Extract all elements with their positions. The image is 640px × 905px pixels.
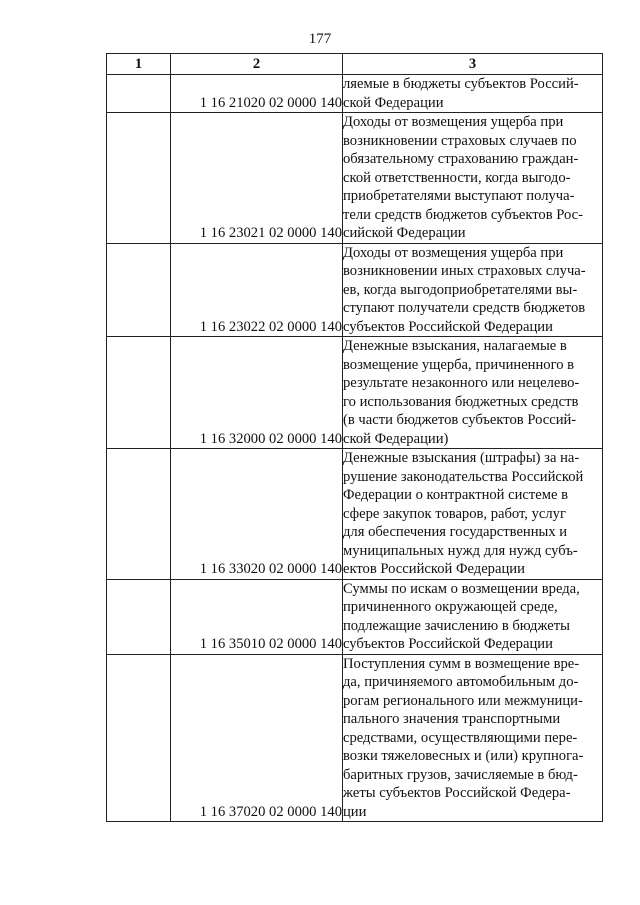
table-row bbox=[107, 449, 603, 580]
empty-cell bbox=[107, 449, 171, 580]
description-line: Доходы от возмещения ущерба при bbox=[343, 114, 564, 130]
description-cell bbox=[343, 243, 603, 337]
description-line: Денежные взыскания (штрафы) за на- bbox=[343, 450, 580, 466]
table-row bbox=[107, 654, 603, 822]
table-body bbox=[107, 75, 603, 822]
column-header-3: 3 bbox=[343, 54, 603, 75]
budget-code-cell: 1 16 37020 02 0000 140 bbox=[171, 654, 343, 822]
description-line: средствами, осуществляющими пере- bbox=[343, 729, 578, 746]
description-line: баритных грузов, зачисляемые в бюд- bbox=[343, 766, 578, 783]
table-row bbox=[107, 243, 603, 337]
table-row bbox=[107, 337, 603, 449]
description-cell bbox=[343, 337, 603, 449]
description-line: Доходы от возмещения ущерба при bbox=[343, 244, 564, 261]
description-line: (в части бюджетов субъектов Россий- bbox=[343, 412, 577, 428]
description-line: ции bbox=[343, 803, 367, 820]
description-line: ской Федерации) bbox=[343, 430, 449, 447]
column-header-2: 2 bbox=[171, 54, 343, 75]
description-line: возникновении иных страховых случа- bbox=[343, 263, 586, 279]
description-line: муниципальных нужд для нужд субъ- bbox=[343, 542, 578, 559]
table-row bbox=[107, 579, 603, 654]
table-row bbox=[107, 75, 603, 113]
description-line: го использования бюджетных средств bbox=[343, 393, 579, 410]
description-line: ской ответственности, когда выгодо- bbox=[343, 169, 571, 186]
description-line: рушение законодательства Российской bbox=[343, 468, 584, 485]
description-line: жеты субъектов Российской Федера- bbox=[343, 785, 571, 801]
budget-code-cell: 1 16 23021 02 0000 140 bbox=[171, 113, 343, 244]
page-number: 177 bbox=[308, 31, 332, 47]
description-line: ской Федерации bbox=[343, 94, 444, 111]
description-line: для обеспечения государственных и bbox=[343, 524, 568, 540]
description-line: тели средств бюджетов субъектов Рос- bbox=[343, 206, 584, 223]
description-line: подлежащие зачислению в бюджеты bbox=[343, 617, 570, 634]
description-line: приобретателями выступают получа- bbox=[343, 188, 575, 204]
budget-code-cell: 1 16 21020 02 0000 140 bbox=[171, 75, 343, 113]
description-cell bbox=[343, 654, 603, 822]
description-line: сийской Федерации bbox=[343, 225, 466, 241]
description-cell bbox=[343, 449, 603, 580]
budget-codes-table bbox=[106, 53, 603, 822]
description-line: ев, когда выгодоприобретателями вы- bbox=[343, 281, 578, 298]
description-line: возникновении страховых случаев по bbox=[343, 132, 577, 149]
empty-cell bbox=[107, 337, 171, 449]
empty-cell bbox=[107, 654, 171, 822]
description-line: рогам регионального или межмуници- bbox=[343, 692, 583, 709]
description-line: Денежные взыскания, налагаемые в bbox=[343, 338, 567, 354]
description-line: возмещение ущерба, причиненного в bbox=[343, 356, 575, 373]
budget-code-cell: 1 16 23022 02 0000 140 bbox=[171, 243, 343, 337]
budget-code-cell: 1 16 33020 02 0000 140 bbox=[171, 449, 343, 580]
description-line: Суммы по искам о возмещении вреда, bbox=[343, 580, 580, 597]
description-line: субъектов Российской Федерации bbox=[343, 318, 553, 335]
budget-code-cell: 1 16 35010 02 0000 140 bbox=[171, 579, 343, 654]
table-header-row bbox=[107, 54, 603, 75]
description-cell bbox=[343, 75, 603, 113]
column-header-1: 1 bbox=[107, 54, 171, 75]
description-line: Поступления сумм в возмещение вре- bbox=[343, 655, 580, 672]
description-line: да, причиняемого автомобильным до- bbox=[343, 674, 579, 690]
description-line: ступают получатели средств бюджетов bbox=[343, 300, 586, 316]
description-line: ляемые в бюджеты субъектов Россий- bbox=[343, 76, 579, 92]
description-line: результате незаконного или нецелево- bbox=[343, 375, 580, 391]
empty-cell bbox=[107, 243, 171, 337]
table-row bbox=[107, 113, 603, 244]
description-line: Федерации о контрактной системе в bbox=[343, 487, 569, 503]
description-line: ектов Российской Федерации bbox=[343, 561, 525, 577]
description-line: причиненного окружающей среде, bbox=[343, 599, 558, 615]
budget-code-cell: 1 16 32000 02 0000 140 bbox=[171, 337, 343, 449]
description-line: субъектов Российской Федерации bbox=[343, 636, 553, 652]
empty-cell bbox=[107, 113, 171, 244]
description-cell bbox=[343, 113, 603, 244]
description-line: сфере закупок товаров, работ, услуг bbox=[343, 505, 566, 522]
description-line: пального значения транспортными bbox=[343, 711, 561, 727]
empty-cell bbox=[107, 75, 171, 113]
description-line: обязательному страхованию граждан- bbox=[343, 151, 579, 167]
empty-cell bbox=[107, 579, 171, 654]
description-line: возки тяжеловесных и (или) крупнога- bbox=[343, 748, 584, 764]
description-cell bbox=[343, 579, 603, 654]
